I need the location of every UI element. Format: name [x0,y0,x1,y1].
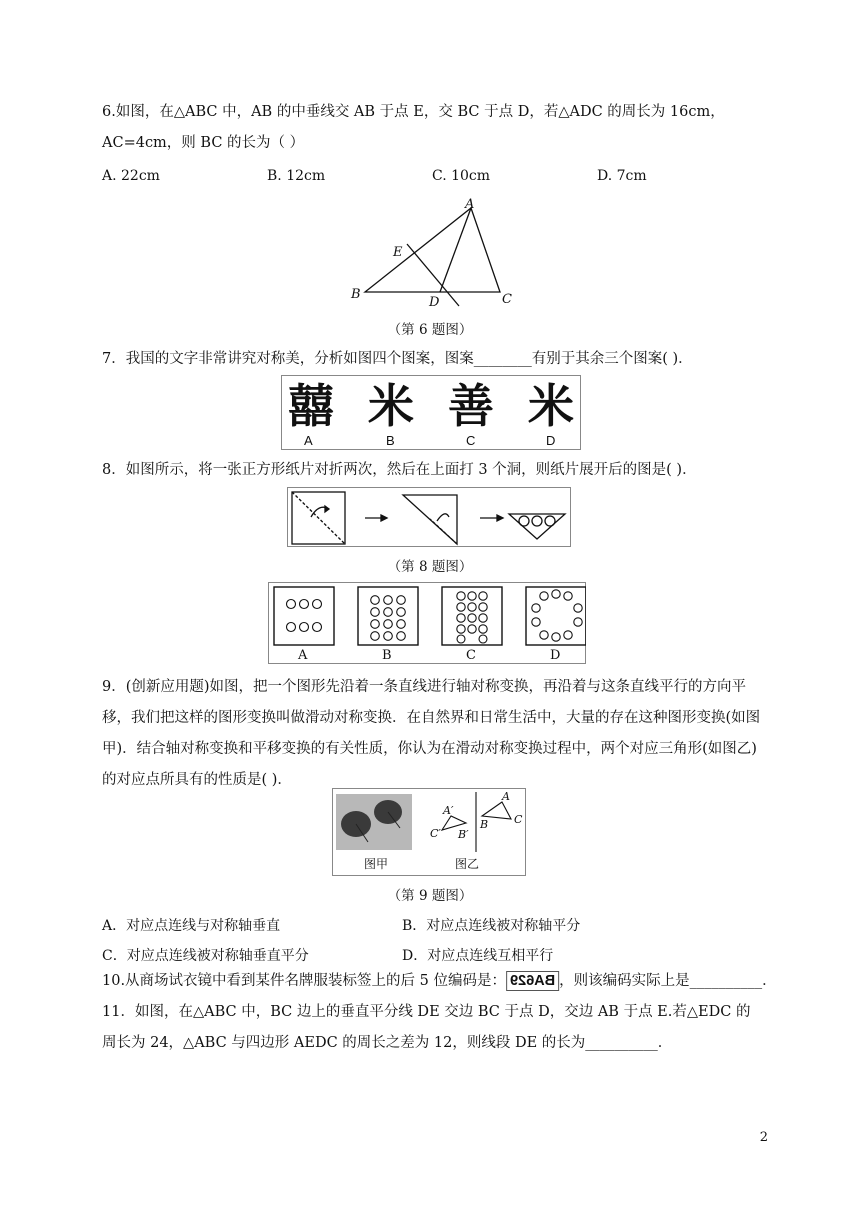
option-c: C. 10cm [432,168,491,184]
label-e: E [393,245,403,260]
option-b-holes [371,596,406,641]
option-d: D．对应点连线互相平行 [402,948,554,964]
question-9-text: 9．(创新应用题)如图，把一个图形先沿着一条直线进行轴对称变换，再沿着与这条直线平行的方向平移，我们把这样的图形变换叫做滑动对称变换．在自然界和日常生活中，大量的存在这种图形变换(如图甲)．结合轴对称变换和平移变换的有关性质，你认为在滑动对称变换过程中，两个对应三角形(如图乙)的对应点所具有的性质是( )． [102,679,761,788]
unfold-label-d: D [550,648,561,663]
fig-label-yi: 图乙 [455,857,480,871]
page-number: 2 [759,1130,768,1145]
unfold-label-c: C [466,648,476,663]
label-a-prime: A′ [443,804,454,817]
label-b: B [351,287,361,302]
glyph-b: 米 [368,379,414,433]
unfold-label-b: B [382,648,392,663]
option-c-holes [457,592,487,643]
question-11-text: 11．如图，在△ABC 中，BC 边上的垂直平分线 DE 交边 BC 于点 D，交边 AB 于点 E.若△EDC 的周长为 24，△ABC 与四边形 AEDC 的周长之差为 12，则线段 DE 的长为__________． [102,1004,751,1051]
mirror-code-label: BA629 [506,971,559,991]
label-c: C [514,813,523,826]
glyph-label-d: D [546,433,556,448]
glyph-label-c: C [466,433,476,448]
caption-8: （第 8 题图） [387,559,473,575]
label-b: B [480,818,489,831]
label-a: A [465,197,475,212]
question-8-text: 8．如图所示，将一张正方形纸片对折两次，然后在上面打 3 个洞，则纸片展开后的图是( )． [102,462,697,478]
option-b: B. 12cm [267,168,326,184]
option-c: C．对应点连线被对称轴垂直平分 [102,948,309,964]
caption-6: （第 6 题图） [387,322,473,338]
folding-steps-figure [287,487,571,547]
glyph-label-a: A [304,433,313,448]
option-d-holes [532,590,582,641]
question-10-before: 10.从商场试衣镜中看到某件名牌服装标签上的后 5 位编码是： [102,973,507,989]
caption-9: （第 9 题图） [387,888,473,904]
glyph-panel [281,375,581,450]
option-b: B．对应点连线被对称轴平分 [402,918,581,934]
glyph-label-b: B [386,433,395,448]
option-d: D. 7cm [597,168,647,184]
glyph-c: 善 [448,379,494,433]
triangle-abc-figure [345,196,525,308]
label-d: D [429,295,440,308]
question-10-text [102,966,777,997]
question-6-text: 6.如图，在△ABC 中，AB 的中垂线交 AB 于点 E，交 BC 于点 D，若△ADC 的周长为 16cm，AC=4cm，则 BC 的长为（ ） [102,104,725,151]
unfold-label-a: A [298,648,308,663]
glyph-d: 米 [528,379,574,433]
unfolded-options-figure [268,582,586,664]
label-b-prime: B′ [458,828,469,841]
question-10-after: ，则该编码实际上是__________． [559,973,777,989]
glide-reflection-figure [332,788,526,876]
option-a: A．对应点连线与对称轴垂直 [102,918,281,934]
glyph-a: 囍 [288,379,334,433]
label-c-prime: C′ [430,827,441,840]
option-a: A. 22cm [102,168,160,184]
fig-label-jia: 图甲 [364,857,389,871]
question-7-text: 7．我国的文字非常讲究对称美，分析如图四个图案，图案________有别于其余三个图案( )． [102,351,693,367]
option-a-holes [287,600,322,632]
label-c: C [502,292,512,307]
label-a: A [502,790,510,803]
